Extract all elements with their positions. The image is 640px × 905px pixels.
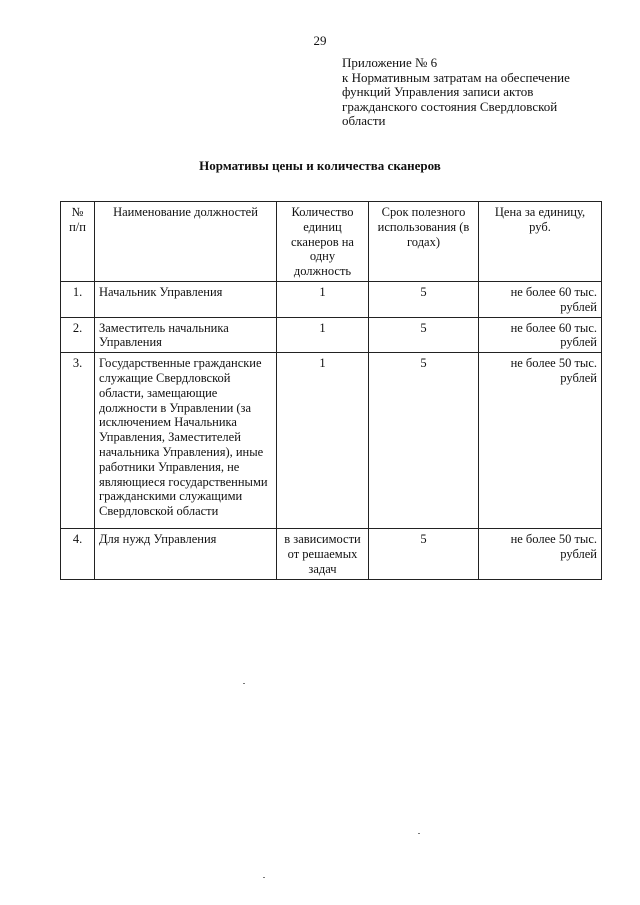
row-quantity: 1 (277, 281, 369, 317)
appendix-line: к Нормативным затратам на обеспечение (342, 69, 570, 85)
row-num: 4. (61, 529, 95, 579)
table-row (61, 353, 602, 529)
row-num: 2. (61, 317, 95, 353)
appendix-header (342, 56, 602, 129)
row-position: Начальник Управления (95, 281, 277, 317)
table-row (61, 529, 602, 579)
appendix-line: функций Управления записи актов (342, 84, 534, 99)
table-row (61, 281, 602, 317)
row-position: Государственные гражданские служащие Свердловской области, замещающие должности в Управлении (за исключением Начальника Управления, Заместителей начальника Управления), иные работники Управления, не являющиеся государственными гражданскими служащими Свердловской области (95, 353, 277, 529)
header-lifetime: Срок полезного использования (в годах) (369, 202, 479, 282)
row-price: не более 60 тыс. рублей (479, 317, 602, 353)
appendix-line: области (342, 113, 386, 128)
row-price: не более 50 тыс. рублей (479, 353, 602, 529)
row-position: Для нужд Управления (95, 529, 277, 579)
table-header-row (61, 202, 602, 282)
appendix-line: гражданского состояния Свердловской (342, 98, 558, 114)
row-lifetime: 5 (369, 529, 479, 579)
row-quantity: 1 (277, 353, 369, 529)
row-quantity: 1 (277, 317, 369, 353)
row-quantity: в зависимости от решаемых задач (277, 529, 369, 579)
scan-artifact (243, 683, 245, 684)
row-num: 1. (61, 281, 95, 317)
appendix-line: Приложение № 6 (342, 55, 438, 70)
table-row (61, 317, 602, 353)
row-lifetime: 5 (369, 281, 479, 317)
row-lifetime: 5 (369, 317, 479, 353)
document-title: Нормативы цены и количества сканеров (199, 158, 441, 173)
row-price: не более 50 тыс. рублей (479, 529, 602, 579)
scan-artifact (263, 877, 265, 878)
page-number: 29 (313, 33, 327, 48)
scan-artifact (418, 833, 420, 834)
row-lifetime: 5 (369, 353, 479, 529)
row-price: не более 60 тыс. рублей (479, 281, 602, 317)
norms-table (60, 201, 602, 580)
row-position: Заместитель начальника Управления (95, 317, 277, 353)
row-num: 3. (61, 353, 95, 529)
header-position: Наименование должностей (95, 202, 277, 282)
header-num: № п/п (61, 202, 95, 282)
header-price: Цена за единицу, руб. (479, 202, 602, 282)
header-quantity: Количество единиц сканеров на одну должность (277, 202, 369, 282)
